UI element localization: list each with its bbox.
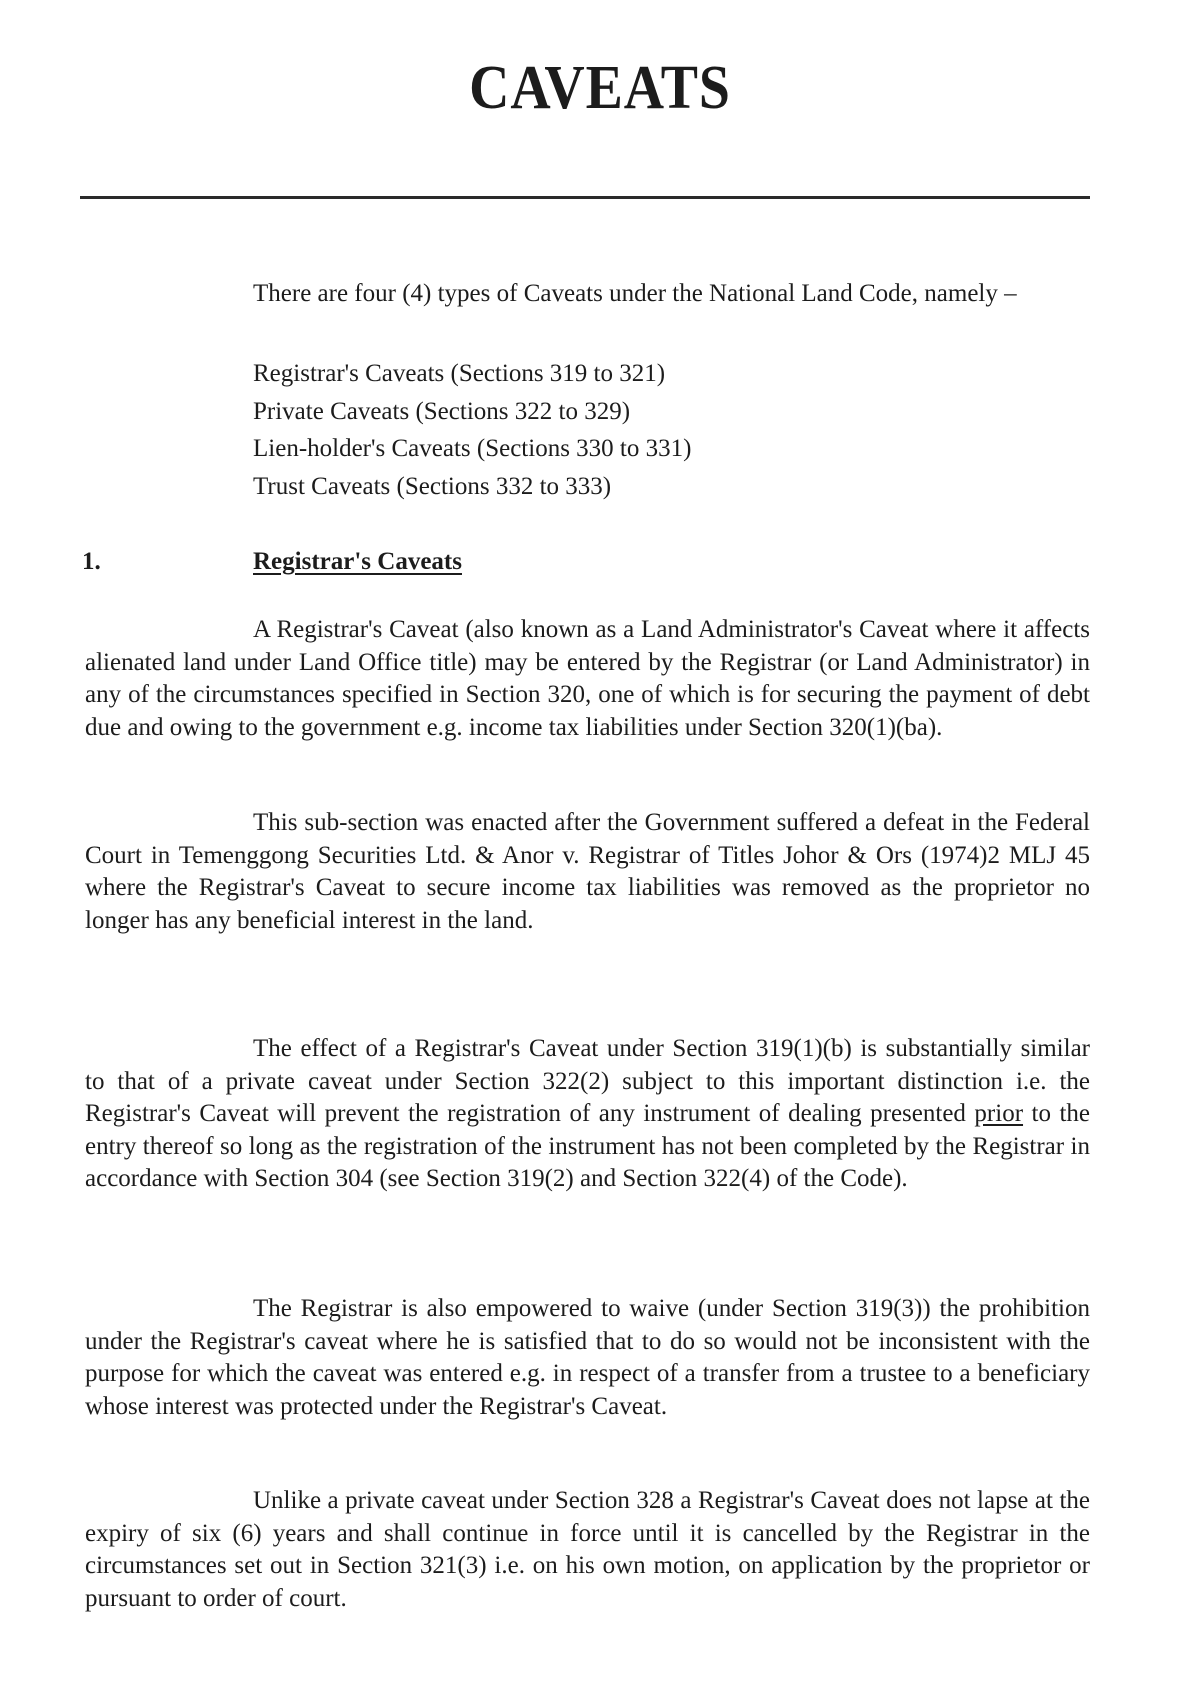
paragraph-caveat-effect-part-a: The effect of a Registrar's Caveat under Section 319(1)(b) is substantially similar to that of a private caveat under Section 322(2) subject to this important distinction i.e. the Registrar's Caveat will prevent the registration of any instrument of dealing presented [85, 1035, 1090, 1127]
section-number: 1. [82, 548, 101, 575]
caveat-type-item: Private Caveats (Sections 322 to 329) [253, 397, 631, 425]
caveat-type-item: Registrar's Caveats (Sections 319 to 321) [253, 360, 666, 387]
underlined-prior: prior [974, 1100, 1024, 1127]
paragraph-registrars-caveat-definition: A Registrar's Caveat (also known as a Land Administrator's Caveat where it affects alienated land under Land Office title) may be entered by the Registrar (or Land Administrator) in any of the circumstances specified in Section 320, one of which is for securing the payment of debt due and owing to the government e.g. income tax liabilities under Section 320(1)(ba). [85, 616, 1090, 741]
page-title: CAVEATS [469, 54, 731, 122]
paragraph-caveat-duration: Unlike a private caveat under Section 328 a Registrar's Caveat does not lapse at the expiry of six (6) years and shall continue in force until it is cancelled by the Registrar in the circumstances set out in Section 321(3) i.e. on his own motion, on application by the proprietor or pursuant to order of court. [85, 1487, 1090, 1612]
paragraph-caveat-effect [85, 1033, 1090, 1196]
title-divider [80, 196, 1090, 199]
caveat-type-item: Trust Caveats (Sections 332 to 333) [253, 472, 612, 500]
paragraph-caveat-effect-part-b: to the entry thereof so long as the registration of the instrument has not been completed by the Registrar in accordance with Section 304 (see Section 319(2) and Section 322(4) of the Code). [85, 1100, 1090, 1192]
intro-text: There are four (4) types of Caveats under the National Land Code, namely – [253, 280, 1017, 307]
caveat-type-item: Lien-holder's Caveats (Sections 330 to 331) [253, 435, 692, 462]
paragraph-subsection-history: This sub-section was enacted after the Government suffered a defeat in the Federal Court in Temenggong Securities Ltd. & Anor v. Registrar of Titles Johor & Ors (1974)2 MLJ 45 where the Registrar's Caveat to secure income tax liabilities was removed as the proprietor no longer has any beneficial interest in the land. [85, 809, 1090, 934]
paragraph-waiver-power: The Registrar is also empowered to waive (under Section 319(3)) the prohibition under the Registrar's caveat where he is satisfied that to do so would not be inconsistent with the purpose for which the caveat was entered e.g. in respect of a transfer from a trustee to a beneficiary whose interest was protected under the Registrar's Caveat. [85, 1295, 1090, 1420]
caveat-types-list [253, 355, 691, 505]
section-title: Registrar's Caveats [253, 548, 462, 575]
